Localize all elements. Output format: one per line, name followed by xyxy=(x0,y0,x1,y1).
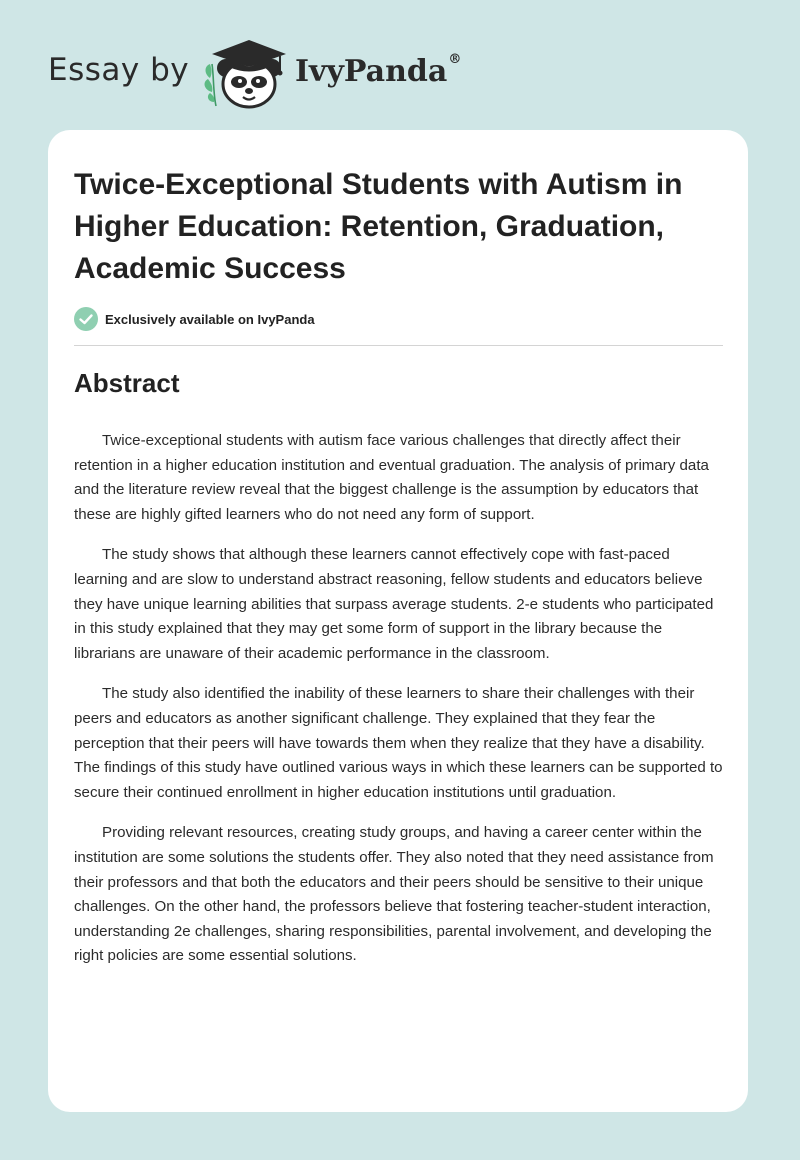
abstract-paragraph: The study shows that although these learners cannot effectively cope with fast-paced learning and are slow to understand abstract reasoning, fellow students and educators believe they have unique learning abilities that surpass average students. 2-e students who participated in this study explained that they may get some form of support in the library because the librarians are unaware of their academic performance in the classroom. xyxy=(74,546,714,662)
exclusive-badge-label: Exclusively available on IvyPanda xyxy=(105,311,315,327)
abstract-paragraph: Providing relevant resources, creating study groups, and having a career center within the institution are some solutions the students offer. They also noted that they need assistance from their professors and that both the educators and their peers should be sensitive to their unique challenges. On the other hand, the professors believe that fostering teacher-student interaction, understanding 2e challenges, sharing responsibilities, parental involvement, and developing the right policies are some essential solutions. xyxy=(74,824,714,965)
registered-mark: ® xyxy=(448,52,462,67)
check-circle-icon xyxy=(74,307,98,331)
brand-name[interactable] xyxy=(295,54,461,89)
title-divider xyxy=(74,345,723,346)
abstract-paragraph: The study also identified the inability of these learners to share their challenges with their peers and educators as another significant challenge. They explained that they fear the perception that their peers will have towards them when they realize that they have a disability. The findings of this study have outlined various ways in which these learners can be supported to secure their continued enrollment in higher education institutions until graduation. xyxy=(74,685,723,801)
essay-title: Twice-Exceptional Students with Autism in Higher Education: Retention, Graduation, Academic Success xyxy=(74,168,683,285)
abstract-paragraph: Twice-exceptional students with autism face various challenges that directly affect their retention in a higher education institution and eventual graduation. The analysis of primary data and the literature review reveal that the biggest challenge is the assumption by educators that these are highly gifted learners who do not need any form of support. xyxy=(74,432,709,523)
ivypanda-logo-icon[interactable] xyxy=(200,34,290,110)
site-header xyxy=(48,34,508,110)
abstract-body xyxy=(74,429,724,985)
essay-by-label: Essay by xyxy=(48,52,190,88)
exclusive-badge xyxy=(74,306,315,332)
abstract-heading: Abstract xyxy=(74,368,180,398)
brand-text: IvyPanda xyxy=(295,54,448,89)
essay-card xyxy=(48,130,748,1112)
